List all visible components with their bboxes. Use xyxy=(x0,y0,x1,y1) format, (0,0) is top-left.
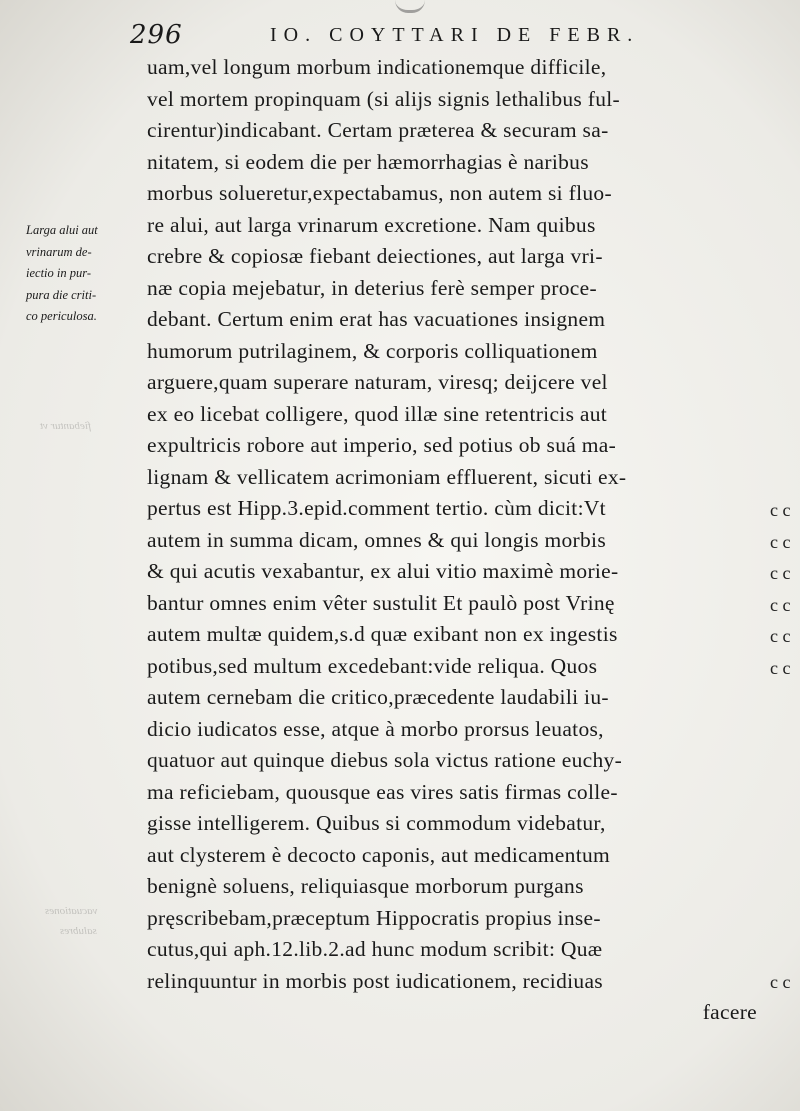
text-line: dicio iudicatos esse, atque à morbo prorsus leuatos, xyxy=(147,716,604,741)
text-line: bantur omnes enim vêter sustulit Et paulò post Vrinę xyxy=(147,590,615,615)
text-line: næ copia mejebatur, in deterius ferè semper proce- xyxy=(147,275,597,300)
quote-mark: c c xyxy=(770,626,791,646)
marginal-note-line: iectio in pur- xyxy=(26,266,92,280)
text-line: nitatem, si eodem die per hæmorrhagias è naribus xyxy=(147,149,589,174)
quote-mark: c c xyxy=(770,531,791,552)
quote-mark: c c xyxy=(770,563,791,583)
catchword: facere xyxy=(702,1000,757,1024)
bleed-through-text: vacuationes xyxy=(45,905,98,917)
quote-mark: c c xyxy=(770,657,791,678)
text-line: potibus,sed multum excedebant:vide reliqua. Quos xyxy=(147,653,598,678)
marginal-note xyxy=(26,220,148,328)
text-line: arguere,quam superare naturam, viresq; deijcere vel xyxy=(147,370,608,394)
text-line: crebre & copiosæ fiebant deiectiones, aut larga vri- xyxy=(147,244,603,268)
text-line: ex eo licebat colligere, quod illæ sine retentricis aut xyxy=(147,401,608,426)
text-line: autem cernebam die critico,præcedente laudabili iu- xyxy=(147,685,609,709)
page-number: 296 xyxy=(130,20,183,50)
text-line: re alui, aut larga vrinarum excretione. Nam quibus xyxy=(147,212,596,237)
quote-mark: c c xyxy=(770,594,791,615)
text-line: benignè soluens, reliquiasque morborum purgans xyxy=(147,874,584,898)
text-line: autem multæ quidem,s.d quæ exibant non ex ingestis xyxy=(147,622,618,646)
text-line: relinquuntur in morbis post iudicationem, recidiuas xyxy=(147,968,603,993)
text-line: ma reficiebam, quousque eas vires satis firmas colle- xyxy=(147,779,618,804)
text-line: expultricis robore aut imperio, sed potius ob suá ma- xyxy=(147,433,617,457)
page-header xyxy=(130,20,650,54)
quote-mark: c c xyxy=(770,500,791,520)
text-line: quatuor aut quinque diebus sola victus ratione euchy- xyxy=(147,748,623,772)
marginal-note-line: Larga alui aut xyxy=(26,223,98,237)
text-line: autem in summa dicam, omnes & qui longis morbis xyxy=(147,527,606,552)
text-line: & qui acutis vexabantur, ex alui vitio maximè morie- xyxy=(147,559,619,583)
bleed-through-text: salubres xyxy=(60,925,97,937)
text-line: morbus solueretur,expectabamus, non autem si fluo- xyxy=(147,181,612,205)
marginal-note-line: vrinarum de- xyxy=(26,244,92,259)
text-line: cirentur)indicabant. Certam præterea & securam sa- xyxy=(147,118,609,142)
quote-mark: c c xyxy=(770,972,791,992)
text-line: humorum putrilaginem, & corporis colliquationem xyxy=(147,338,598,363)
text-line: debant. Certum enim erat has vacuationes insignem xyxy=(147,307,606,331)
text-line: aut clysterem è decocto caponis, aut medicamentum xyxy=(147,842,611,867)
text-line: lignam & vellicatem acrimoniam effluerent, sicuti ex- xyxy=(147,464,627,489)
marginal-note-line: co periculosa. xyxy=(26,309,97,323)
text-line: pręscribebam,præceptum Hippocratis propius inse- xyxy=(147,905,601,930)
page-tear-mark xyxy=(395,0,425,13)
body-text xyxy=(147,52,767,1029)
running-head: IO. COYTTARI DE FEBR. xyxy=(270,24,640,46)
text-line: uam,vel longum morbum indicationemque difficile, xyxy=(147,55,607,79)
bleed-through-text: fiebantur vt xyxy=(40,420,92,432)
text-line: gisse intelligerem. Quibus si commodum videbatur, xyxy=(147,811,606,835)
marginal-note-line: pura die criti- xyxy=(26,287,97,302)
text-line: vel mortem propinquam (si alijs signis lethalibus ful- xyxy=(147,86,621,111)
text-line: pertus est Hipp.3.epid.comment tertio. cùm dicit:Vt xyxy=(147,496,606,520)
text-line: cutus,qui aph.12.lib.2.ad hunc modum scribit: Quæ xyxy=(147,937,603,961)
